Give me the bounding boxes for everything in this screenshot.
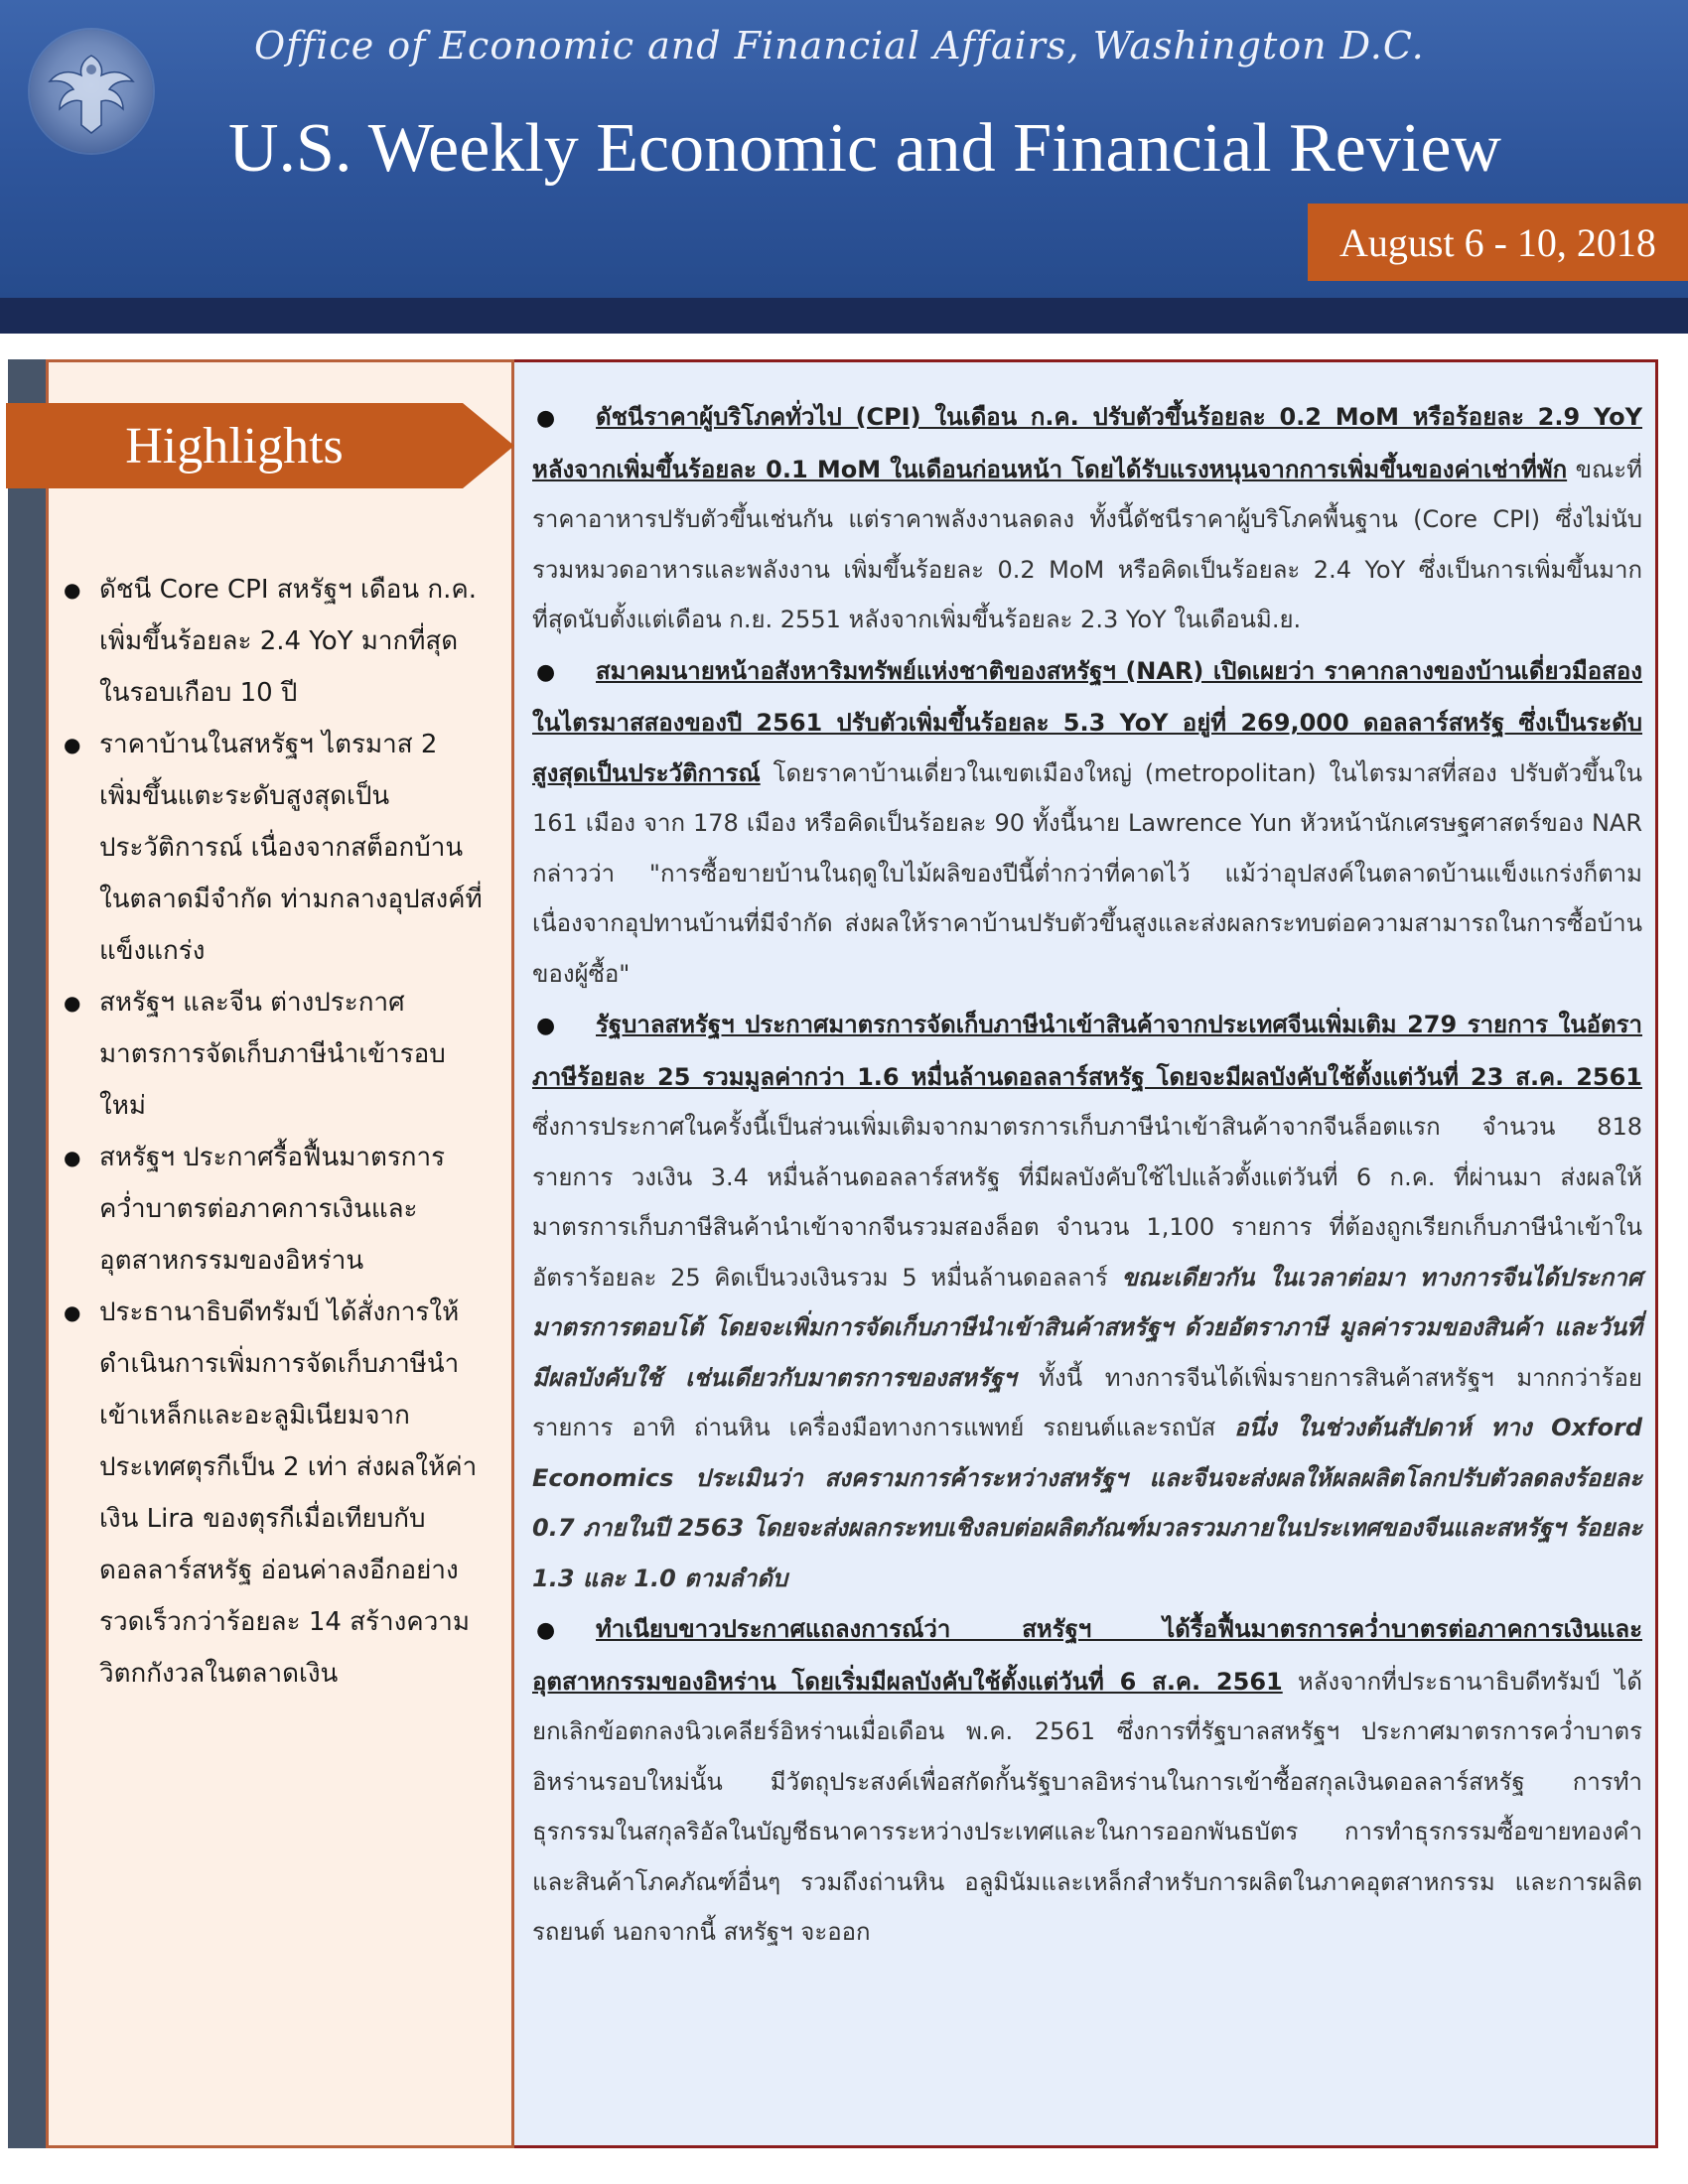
bullet-icon: ● [536,1618,556,1643]
highlight-item: ● ราคาบ้านในสหรัฐฯ ไตรมาส 2 เพิ่มขึ้นแตะระดับสูงสุดเป็นประวัติการณ์ เนื่องจากสต็อกบ้านในตลาดมีจำกัด ท่ามกลางอุปสงค์ที่แข็งแกร่ง [60,719,487,977]
article-body: ขณะที่ราคาอาหารปรับตัวขึ้นเช่นกัน แต่ราคาพลังงานลดลง ทั้งนี้ดัชนีราคาผู้บริโภคพื้นฐาน (Core CPI) ซึ่งไม่นับรวมหมวดอาหารและพลังงาน เพิ่มขึ้นร้อยละ 0.2 MoM หรือคิดเป็นร้อยละ 2.4 YoY ซึ่งเป็นการเพิ่มขึ้นมากที่สุดนับตั้งแต่เดือน ก.ย. 2551 หลังจากเพิ่มขึ้นร้อยละ 2.3 YoY ในเดือนมิ.ย. [532,455,1642,633]
article-body-continued: ทั้งนี้ ทางการจีนได้เพิ่มรายการสินค้าสหรัฐฯ มากกว่าร้อยรายการ อาทิ ถ่านหิน เครื่องมือทางการแพทย์ รถยนต์และรถบัส [532,1363,1642,1441]
article-lead: ทำเนียบขาวประกาศแถลงการณ์ว่า สหรัฐฯ ได้รื้อฟื้นมาตรการคว่ำบาตรต่อภาคการเงินและอุตสาหกรรมของอิหร่าน โดยเริ่มมีผลบังคับใช้ตั้งแต่วันที่ 6 ส.ค. 2561 [532,1615,1642,1696]
article-body: ซึ่งการประกาศในครั้งนี้เป็นส่วนเพิ่มเติมจากมาตรการเก็บภาษีนำเข้าสินค้าจากจีนล็อตแรก จำนวน 818 รายการ วงเงิน 3.4 หมื่นล้านดอลลาร์สหรัฐ ที่มีผลบังคับใช้ไปแล้วตั้งแต่วันที่ 6 ก.ค. ที่ผ่านมา ส่งผลให้มาตรการเก็บภาษีสินค้านำเข้าจากจีนรวมสองล็อต จำนวน 1,100 รายการ ที่ต้องถูกเรียกเก็บภาษีนำเข้าในอัตราร้อยละ 25 คิดเป็นวงเงินรวม 5 หมื่นล้านดอลลาร์ [532,1113,1642,1292]
article-body: โดยราคาบ้านเดี่ยวในเขตเมืองใหญ่ (metropolitan) ในไตรมาสที่สอง ปรับตัวขึ้นใน 161 เมือง จาก 178 เมือง หรือคิดเป็นร้อยละ 90 ทั้งนี้นาย Lawrence Yun หัวหน้านักเศรษฐศาสตร์ของ NAR กล่าวว่า "การซื้อขายบ้านในฤดูใบไม้ผลิของปีนี้ต่ำกว่าที่คาดไว้ แม้ว่าอุปสงค์ในตลาดบ้านแข็งแกร่งก็ตาม เนื่องจากอุปทานบ้านที่มีจำกัด ส่งผลให้ราคาบ้านปรับตัวขึ้นสูงและส่งผลกระทบต่อความสามารถในการซื้อบ้านของผู้ซื้อ" [532,758,1642,988]
article-lead: ดัชนีราคาผู้บริโภคทั่วไป (CPI) ในเดือน ก.ค. ปรับตัวขึ้นร้อยละ 0.2 MoM หรือร้อยละ 2.9 YoY หลังจากเพิ่มขึ้นร้อยละ 0.1 MoM ในเดือนก่อนหน้า โดยได้รับแรงหนุนจากการเพิ่มขึ้นของค่าเช่าที่พัก [532,403,1642,483]
header-divider-band [0,298,1688,334]
office-name: Office of Economic and Financial Affairs, Washington D.C. [254,24,1425,68]
bullet-icon: ● [536,406,556,431]
article-item-iran-sanctions [532,1604,1642,1958]
eagle-seal-icon [30,30,153,153]
highlight-item: ● สหรัฐฯ และจีน ต่างประกาศมาตรการจัดเก็บภาษีนำเข้ารอบใหม่ [60,977,487,1132]
bullet-icon: ● [536,659,556,685]
highlight-item: ● ดัชนี Core CPI สหรัฐฯ เดือน ก.ค. เพิ่มขึ้นร้อยละ 2.4 YoY มากที่สุดในรอบเกือบ 10 ปี [60,564,487,719]
side-stripe [8,359,46,2148]
date-badge: August 6 - 10, 2018 [1308,204,1688,281]
article-item-housing [532,646,1642,1000]
article-item-tariffs [532,1000,1642,1603]
articles-list [532,392,1642,1959]
eagle-emblem-icon [30,30,153,153]
highlights-list [60,564,487,1700]
publication-title: U.S. Weekly Economic and Financial Review [228,110,1501,187]
highlights-banner [6,403,514,488]
report-header [0,0,1688,298]
highlight-item: ● ประธานาธิบดีทรัมป์ ได้สั่งการให้ดำเนินการเพิ่มการจัดเก็บภาษีนำเข้าเหล็กและอะลูมิเนียมจากประเทศตุรกีเป็น 2 เท่า ส่งผลให้ค่าเงิน Lira ของตุรกีเมื่อเทียบกับดอลลาร์สหรัฐ อ่อนค่าลงอีกอย่างรวดเร็วกว่าร้อยละ 14 สร้างความวิตกกังวลในตลาดเงิน [60,1287,487,1700]
article-item-cpi [532,392,1642,645]
article-body: หลังจากที่ประธานาธิบดีทรัมป์ ได้ยกเลิกข้อตกลงนิวเคลียร์อิหร่านเมื่อเดือน พ.ค. 2561 ซึ่งการที่รัฐบาลสหรัฐฯ ประกาศมาตรการคว่ำบาตรอิหร่านรอบใหม่นั้น มีวัตถุประสงค์เพื่อสกัดกั้นรัฐบาลอิหร่านในการเข้าซื้อสกุลเงินดอลลาร์สหรัฐ การทำธุรกรรมในสกุลริอัลในบัญชีธนาคารระหว่างประเทศและในการออกพันธบัตร การทำธุรกรรมซื้อขายทองคำ และสินค้าโภคภัณฑ์อื่นๆ รวมถึงถ่านหิน อลูมินัมและเหล็กสำหรับการผลิตในภาคอุตสาหกรรม และการผลิตรถยนต์ นอกจากนี้ สหรัฐฯ จะออก [532,1667,1642,1946]
article-lead: รัฐบาลสหรัฐฯ ประกาศมาตรการจัดเก็บภาษีนำเข้าสินค้าจากประเทศจีนเพิ่มเติม 279 รายการ ในอัตราภาษีร้อยละ 25 รวมมูลค่ากว่า 1.6 หมื่นล้านดอลลาร์สหรัฐ โดยจะมีผลบังคับใช้ตั้งแต่วันที่ 23 ส.ค. 2561 [532,1011,1642,1091]
article-lead: สมาคมนายหน้าอสังหาริมทรัพย์แห่งชาติของสหรัฐฯ (NAR) เปิดเผยว่า ราคากลางของบ้านเดี่ยวมือสองในไตรมาสสองของปี 2561 ปรับตัวเพิ่มขึ้นร้อยละ 5.3 YoY อยู่ที่ 269,000 ดอลลาร์สหรัฐ ซึ่งเป็นระดับสูงสุดเป็นประวัติการณ์ [532,656,1642,787]
highlight-item: ● สหรัฐฯ ประกาศรื้อฟื้นมาตรการคว่ำบาตรต่อภาคการเงินและอุตสาหกรรมของอิหร่าน [60,1132,487,1287]
highlights-heading: Highlights [125,417,344,475]
article-emphasis: อนึ่ง ในช่วงต้นสัปดาห์ ทาง Oxford Economics ประเมินว่า สงครามการค้าระหว่างสหรัฐฯ และจีนจะส่งผลให้ผลผลิตโลกปรับตัวลดลงร้อยละ 0.7 ภายในปี 2563 โดยจะส่งผลกระทบเชิงลบต่อผลิตภัณฑ์มวลรวมภายในประเทศของจีนและสหรัฐฯ ร้อยละ 1.3 และ 1.0 ตามลำดับ [532,1414,1642,1592]
article-emphasis: ขณะเดียวกัน ในเวลาต่อมา ทางการจีนได้ประกาศมาตรการตอบโต้ โดยจะเพิ่มการจัดเก็บภาษีนำเข้าสินค้าสหรัฐฯ ด้วยอัตราภาษี มูลค่ารวมของสินค้า และวันที่มีผลบังคับใช้ เช่นเดียวกับมาตรการของสหรัฐฯ [532,1263,1642,1392]
bullet-icon: ● [536,1014,556,1038]
